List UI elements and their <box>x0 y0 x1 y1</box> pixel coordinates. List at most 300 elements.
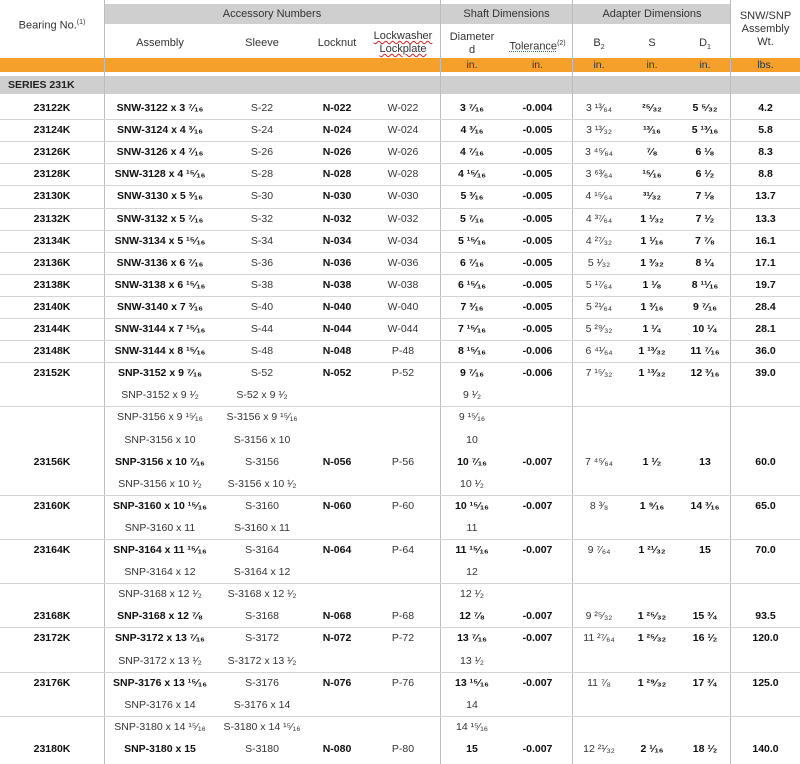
cell-bearing <box>0 384 104 406</box>
cell-weight: 13.7 <box>755 190 776 203</box>
cell-bearing: 23132K <box>33 212 71 225</box>
cell-sleeve: S-3176 <box>245 676 279 689</box>
header-diameter-line2: d <box>468 44 476 56</box>
cell-sleeve: S-38 <box>250 278 274 291</box>
cell-b2: 3 ¹³⁄₃₂ <box>586 124 612 137</box>
cell-assembly: SNP-3176 x 13 ¹⁵⁄₁₆ <box>112 676 207 689</box>
cell-d1: 5 ⁵⁄₃₂ <box>692 102 718 114</box>
cell-diameter: 3 ⁷⁄₁₆ <box>460 102 484 114</box>
cell-s: ¹⁵⁄₁₆ <box>642 168 662 181</box>
header-bearing-no-label: Bearing No. <box>18 19 77 32</box>
cell-b2: 11 ⁷⁄₈ <box>587 676 611 689</box>
cell-bearing: 23180K <box>33 742 71 755</box>
cell-locknut: N-026 <box>322 146 352 159</box>
cell-locknut <box>308 583 366 605</box>
cell-assembly: SNP-3156 x 10 <box>124 433 196 446</box>
cell-tolerance <box>503 406 572 428</box>
cell-bearing: 23172K <box>33 632 71 645</box>
cell-d1 <box>679 473 731 495</box>
cell-washer: W-026 <box>387 146 419 159</box>
cell-weight <box>731 716 800 738</box>
cell-diameter: 7 ³⁄₁₆ <box>460 300 484 313</box>
cell-assembly: SNP-3176 x 14 <box>124 698 196 711</box>
cell-bearing: 23168K <box>33 610 71 623</box>
cell-b2: 5 ²¹⁄₆₄ <box>585 300 613 313</box>
cell-d1: 13 <box>699 455 711 468</box>
cell-sleeve: S-36 <box>250 256 274 269</box>
header-adapter-dimensions: Adapter Dimensions <box>573 4 731 24</box>
cell-assembly: SNW-3140 x 7 ³⁄₁₆ <box>117 300 203 313</box>
cell-locknut <box>308 384 366 406</box>
cell-sleeve: S-52 x 9 ¹⁄₂ <box>236 389 288 402</box>
cell-diameter: 10 ¹⁄₂ <box>460 477 484 490</box>
cell-weight: 4.2 <box>758 102 773 114</box>
cell-washer: W-030 <box>387 190 419 203</box>
cell-d1: 11 ⁷⁄₁₆ <box>690 345 720 358</box>
cell-assembly: SNW-3136 x 6 ⁷⁄₁₆ <box>116 256 204 269</box>
cell-s <box>625 429 679 451</box>
cell-tolerance: -0.005 <box>522 212 553 225</box>
cell-diameter: 12 ⁷⁄₈ <box>459 610 485 623</box>
header-d1 <box>679 37 731 54</box>
cell-bearing <box>0 694 104 716</box>
cell-washer <box>366 716 440 738</box>
cell-locknut: N-080 <box>322 742 352 755</box>
cell-bearing <box>0 406 104 428</box>
cell-b2: 5 ¹⁄₃₂ <box>587 256 611 269</box>
cell-s: 1 ⁹⁄₁₆ <box>639 499 665 512</box>
cell-assembly: SNP-3180 x 14 ¹⁵⁄₁₆ <box>114 720 206 733</box>
cell-d1 <box>679 429 731 451</box>
header-bearing-no <box>0 16 104 33</box>
cell-bearing: 23138K <box>33 278 71 291</box>
cell-assembly: SNW-3124 x 4 ³⁄₁₆ <box>117 124 203 137</box>
cell-washer <box>366 583 440 605</box>
cell-tolerance: -0.007 <box>522 632 553 645</box>
cell-b2: 7 ⁴⁵⁄₆₄ <box>585 455 613 468</box>
cell-bearing <box>0 473 104 495</box>
cell-diameter: 12 ¹⁄₂ <box>460 588 484 601</box>
header-lockwasher-line1: Lockwasher <box>373 30 433 42</box>
cell-s <box>625 473 679 495</box>
cell-b2: 4 ¹⁵⁄₆₄ <box>585 190 613 203</box>
header-diameter-line1: Diameter <box>449 31 495 43</box>
cell-bearing: 23164K <box>33 544 71 556</box>
cell-locknut: N-056 <box>322 455 352 468</box>
cell-assembly: SNP-3168 x 12 ¹⁄₂ <box>118 588 202 601</box>
cell-tolerance: -0.005 <box>522 256 553 269</box>
cell-weight <box>731 473 800 495</box>
cell-washer <box>366 561 440 583</box>
cell-locknut: N-072 <box>322 632 352 645</box>
cell-b2: 8 ³⁄₈ <box>589 499 609 512</box>
cell-diameter: 5 ⁷⁄₁₆ <box>460 212 484 225</box>
cell-weight: 36.0 <box>755 345 776 358</box>
header-weight-line1: SNW/SNP <box>739 10 792 22</box>
cell-diameter: 13 ⁷⁄₁₆ <box>457 632 487 645</box>
cell-bearing: 23134K <box>33 234 71 247</box>
cell-bearing <box>0 429 104 451</box>
cell-d1 <box>679 384 731 406</box>
cell-locknut <box>308 473 366 495</box>
cell-b2: 5 ¹⁷⁄₆₄ <box>585 278 613 291</box>
cell-assembly: SNP-3160 x 11 <box>124 521 196 534</box>
cell-diameter: 4 ¹⁵⁄₁₆ <box>457 168 487 181</box>
header-weight-line2: Assembly <box>741 23 790 35</box>
cell-s: 1 ²¹⁄₃₂ <box>638 544 666 556</box>
cell-sleeve: S-3156 x 10 <box>233 433 291 446</box>
cell-locknut: N-068 <box>322 610 352 623</box>
cell-washer: W-044 <box>387 323 419 335</box>
cell-s: 1 ²⁵⁄₃₂ <box>637 632 667 645</box>
cell-washer: P-76 <box>391 676 415 689</box>
cell-washer: W-028 <box>387 168 419 181</box>
cell-washer: W-036 <box>387 256 419 269</box>
cell-sleeve: S-32 <box>250 212 274 225</box>
cell-tolerance: -0.005 <box>522 190 553 203</box>
cell-weight: 65.0 <box>755 499 776 512</box>
cell-tolerance: -0.007 <box>522 499 553 512</box>
header-tolerance-label: Tolerance <box>509 40 558 53</box>
cell-locknut <box>308 406 366 428</box>
cell-diameter: 10 <box>466 433 478 446</box>
cell-b2: 3 ⁴⁵⁄₆₄ <box>585 146 613 159</box>
cell-weight: 8.8 <box>758 168 773 181</box>
cell-weight <box>731 583 800 605</box>
cell-washer <box>366 429 440 451</box>
cell-d1: 5 ¹³⁄₁₆ <box>691 124 719 137</box>
cell-s <box>625 716 679 738</box>
cell-sleeve: S-3176 x 14 <box>233 698 291 711</box>
cell-tolerance: -0.007 <box>522 455 553 468</box>
cell-sleeve: S-52 <box>250 367 274 380</box>
cell-b2: 9 ⁷⁄₆₄ <box>587 544 611 556</box>
cell-s <box>625 694 679 716</box>
cell-locknut: N-028 <box>322 168 352 181</box>
cell-weight: 140.0 <box>752 742 779 755</box>
cell-washer <box>366 406 440 428</box>
cell-weight: 125.0 <box>752 676 779 689</box>
unit-s: in. <box>646 59 658 71</box>
cell-locknut: N-034 <box>322 234 352 247</box>
header-tolerance-sup: (2) <box>557 40 566 47</box>
cell-b2 <box>573 694 625 716</box>
cell-washer <box>366 517 440 539</box>
cell-assembly: SNW-3128 x 4 ¹⁵⁄₁₆ <box>114 168 206 181</box>
cell-b2: 9 ²⁵⁄₃₂ <box>585 610 613 623</box>
cell-d1: 7 ¹⁄₈ <box>695 190 715 203</box>
header-sleeve: Sleeve <box>245 37 279 49</box>
cell-weight: 28.4 <box>755 300 776 313</box>
header-d1-label: D <box>699 37 708 49</box>
cell-tolerance <box>503 716 572 738</box>
cell-s: 1 ³⁄₁₆ <box>640 300 664 313</box>
cell-b2 <box>573 517 625 539</box>
cell-diameter: 11 ¹⁵⁄₁₆ <box>455 544 489 556</box>
cell-diameter: 9 ¹⁄₂ <box>462 389 482 402</box>
cell-washer: P-80 <box>391 742 415 755</box>
cell-sleeve: S-44 <box>250 323 274 335</box>
cell-locknut: N-036 <box>322 256 352 269</box>
cell-b2: 4 ³⁷⁄₆₄ <box>585 212 613 225</box>
cell-diameter: 9 ⁷⁄₁₆ <box>460 367 484 380</box>
cell-b2 <box>573 429 625 451</box>
cell-assembly: SNW-3122 x 3 ⁷⁄₁₆ <box>116 102 204 114</box>
cell-s: 1 ²⁵⁄₃₂ <box>637 610 667 623</box>
header-tolerance <box>503 37 572 54</box>
cell-d1: 16 ¹⁄₂ <box>692 632 718 645</box>
cell-sleeve: S-24 <box>250 124 274 137</box>
cell-locknut: N-076 <box>322 676 352 689</box>
cell-sleeve: S-3172 x 13 ¹⁄₂ <box>227 654 297 667</box>
header-b2 <box>573 37 625 54</box>
cell-assembly: SNW-3134 x 5 ¹⁵⁄₁₆ <box>114 234 206 247</box>
cell-locknut: N-052 <box>322 367 352 380</box>
header-locknut: Locknut <box>317 37 357 49</box>
cell-assembly: SNP-3156 x 10 ⁷⁄₁₆ <box>115 455 205 468</box>
cell-bearing: 23140K <box>33 300 71 313</box>
cell-b2: 7 ¹⁵⁄₃₂ <box>585 367 613 380</box>
cell-bearing: 23176K <box>33 676 71 689</box>
cell-diameter: 9 ¹⁵⁄₁₆ <box>458 411 486 424</box>
cell-assembly: SNW-3126 x 4 ⁷⁄₁₆ <box>116 146 204 159</box>
cell-assembly: SNW-3138 x 6 ¹⁵⁄₁₆ <box>114 278 206 291</box>
cell-weight: 70.0 <box>755 544 776 556</box>
cell-assembly: SNP-3156 x 9 ¹⁵⁄₁₆ <box>117 411 203 424</box>
cell-b2: 5 ²⁹⁄₃₂ <box>585 323 613 335</box>
cell-s: 1 ³⁄₃₂ <box>640 256 664 269</box>
cell-tolerance: -0.005 <box>522 168 553 181</box>
cell-locknut <box>308 429 366 451</box>
cell-weight: 60.0 <box>755 455 776 468</box>
cell-diameter: 6 ¹⁵⁄₁₆ <box>457 278 487 291</box>
cell-d1: 7 ⁷⁄₈ <box>695 234 715 247</box>
header-s: S <box>648 37 656 49</box>
cell-d1: 8 ¹¹⁄₁₆ <box>691 278 719 291</box>
cell-diameter: 10 ¹⁵⁄₁₆ <box>455 499 489 512</box>
cell-sleeve: S-3180 x 14 ¹⁵⁄₁₆ <box>223 720 301 733</box>
cell-weight: 16.1 <box>755 234 776 247</box>
cell-weight: 17.1 <box>755 256 776 269</box>
cell-locknut: N-022 <box>322 102 352 114</box>
cell-bearing <box>0 716 104 738</box>
cell-bearing: 23128K <box>33 168 71 181</box>
cell-weight <box>731 429 800 451</box>
cell-s <box>625 650 679 672</box>
cell-bearing: 23136K <box>33 256 71 269</box>
cell-b2: 3 ⁶³⁄₆₄ <box>585 168 613 181</box>
cell-d1 <box>679 650 731 672</box>
cell-s: ⁷⁄₈ <box>646 146 658 159</box>
cell-bearing <box>0 517 104 539</box>
cell-diameter: 12 <box>466 566 478 579</box>
cell-bearing: 23148K <box>33 345 71 358</box>
cell-locknut: N-060 <box>322 499 352 512</box>
cell-locknut: N-048 <box>322 345 352 358</box>
cell-tolerance: -0.005 <box>522 146 553 159</box>
cell-s: ³¹⁄₃₂ <box>642 190 662 203</box>
cell-b2 <box>573 650 625 672</box>
cell-diameter: 10 ⁷⁄₁₆ <box>457 455 487 468</box>
cell-d1: 8 ¹⁄₄ <box>695 256 715 269</box>
cell-tolerance: -0.007 <box>522 676 553 689</box>
cell-locknut <box>308 694 366 716</box>
cell-bearing: 23130K <box>33 190 71 203</box>
cell-weight: 8.3 <box>758 146 773 159</box>
header-accessory-numbers: Accessory Numbers <box>104 4 440 24</box>
cell-weight: 28.1 <box>755 323 776 335</box>
cell-washer: W-034 <box>387 234 419 247</box>
cell-weight <box>731 694 800 716</box>
cell-bearing: 23144K <box>33 323 71 335</box>
cell-locknut: N-030 <box>322 190 352 203</box>
cell-locknut <box>308 561 366 583</box>
header-shaft-dimensions: Shaft Dimensions <box>441 4 572 24</box>
cell-tolerance: -0.005 <box>522 300 553 313</box>
cell-washer: W-032 <box>387 212 419 225</box>
cell-assembly: SNP-3160 x 10 ¹⁵⁄₁₆ <box>112 499 207 512</box>
cell-d1: 9 ⁷⁄₁₆ <box>693 300 717 313</box>
cell-weight <box>731 406 800 428</box>
cell-weight <box>731 384 800 406</box>
cell-washer <box>366 650 440 672</box>
cell-tolerance: -0.007 <box>522 544 553 556</box>
cell-tolerance <box>503 650 572 672</box>
cell-b2 <box>573 716 625 738</box>
cell-washer: W-024 <box>387 124 419 137</box>
cell-washer: P-64 <box>391 544 415 556</box>
cell-washer: P-52 <box>391 367 415 380</box>
cell-assembly: SNP-3152 x 9 ¹⁄₂ <box>121 389 199 402</box>
cell-tolerance: -0.006 <box>522 345 553 358</box>
cell-locknut <box>308 650 366 672</box>
cell-tolerance: -0.006 <box>522 367 553 380</box>
cell-bearing: 23160K <box>33 499 71 512</box>
unit-d1: in. <box>699 59 711 71</box>
cell-sleeve: S-48 <box>250 345 274 358</box>
cell-assembly: SNW-3144 x 7 ¹⁵⁄₁₆ <box>114 323 206 335</box>
cell-d1: 17 ³⁄₄ <box>692 676 718 689</box>
cell-s <box>625 406 679 428</box>
cell-sleeve: S-3168 <box>245 610 279 623</box>
cell-b2 <box>573 406 625 428</box>
cell-washer: P-72 <box>391 632 415 645</box>
cell-locknut: N-064 <box>322 544 352 556</box>
cell-washer: W-038 <box>387 278 419 291</box>
cell-sleeve: S-3160 <box>245 499 279 512</box>
cell-tolerance: -0.007 <box>522 742 553 755</box>
cell-tolerance <box>503 473 572 495</box>
cell-weight: 120.0 <box>752 632 779 645</box>
cell-assembly: SNP-3156 x 10 ¹⁄₂ <box>118 477 202 490</box>
cell-weight: 13.3 <box>755 212 776 225</box>
cell-tolerance: -0.005 <box>522 278 553 291</box>
cell-washer: W-022 <box>387 102 419 114</box>
cell-assembly: SNP-3152 x 9 ⁷⁄₁₆ <box>117 367 203 380</box>
header-bearing-no-sup: (1) <box>76 19 86 26</box>
header-weight-line3: Wt. <box>757 36 774 48</box>
cell-tolerance: -0.004 <box>522 102 553 114</box>
cell-bearing: 23156K <box>33 455 71 468</box>
cell-sleeve: S-3164 x 12 <box>233 566 291 579</box>
cell-diameter: 4 ³⁄₁₆ <box>460 124 484 137</box>
cell-tolerance <box>503 429 572 451</box>
cell-tolerance <box>503 561 572 583</box>
cell-bearing: 23122K <box>33 102 71 114</box>
cell-s: ¹³⁄₁₆ <box>643 124 661 137</box>
cell-bearing <box>0 583 104 605</box>
cell-locknut <box>308 517 366 539</box>
header-diameter <box>441 31 503 57</box>
cell-b2: 6 ⁴¹⁄₆₄ <box>585 345 613 358</box>
cell-sleeve: S-22 <box>250 102 274 114</box>
cell-washer <box>366 694 440 716</box>
header-b2-label: B <box>593 37 601 49</box>
cell-washer: P-68 <box>391 610 415 623</box>
cell-s <box>625 561 679 583</box>
cell-sleeve: S-26 <box>250 146 274 159</box>
cell-washer <box>366 384 440 406</box>
cell-assembly: SNP-3164 x 12 <box>124 566 196 579</box>
cell-d1 <box>679 716 731 738</box>
cell-diameter: 7 ¹⁵⁄₁₆ <box>457 323 487 335</box>
cell-sleeve: S-40 <box>250 300 274 313</box>
cell-sleeve: S-34 <box>250 234 274 247</box>
cell-washer: P-48 <box>391 345 415 358</box>
series-row <box>0 76 800 94</box>
cell-locknut: N-032 <box>322 212 352 225</box>
cell-weight: 19.7 <box>755 278 776 291</box>
header-b2-sub: 2 <box>600 44 605 52</box>
cell-tolerance <box>503 384 572 406</box>
cell-b2 <box>573 384 625 406</box>
cell-diameter: 14 ¹⁵⁄₁₆ <box>456 720 488 733</box>
cell-sleeve: S-28 <box>250 168 274 181</box>
cell-sleeve: S-3180 <box>245 742 279 755</box>
cell-weight <box>731 561 800 583</box>
cell-d1: 6 ¹⁄₈ <box>695 146 715 159</box>
unit-b2: in. <box>593 59 605 71</box>
cell-b2: 11 ²⁷⁄₆₄ <box>583 632 615 645</box>
cell-weight: 39.0 <box>755 367 776 380</box>
cell-bearing: 23152K <box>33 367 71 380</box>
cell-b2 <box>573 561 625 583</box>
cell-tolerance: -0.007 <box>522 610 553 623</box>
header-assembly: Assembly <box>136 37 184 49</box>
cell-locknut: N-024 <box>322 124 352 137</box>
cell-weight <box>731 517 800 539</box>
cell-d1 <box>679 583 731 605</box>
cell-s <box>625 517 679 539</box>
cell-s: 1 ¹⁄₄ <box>642 323 662 335</box>
cell-locknut: N-040 <box>322 300 352 313</box>
cell-diameter: 11 <box>466 521 478 534</box>
cell-diameter: 4 ⁷⁄₁₆ <box>460 146 484 159</box>
cell-bearing <box>0 561 104 583</box>
cell-s: 1 ¹³⁄₃₂ <box>638 345 666 358</box>
cell-assembly: SNP-3172 x 13 ⁷⁄₁₆ <box>115 632 205 645</box>
cell-washer: W-040 <box>387 300 419 313</box>
header-weight <box>731 10 800 49</box>
cell-sleeve: S-3156 <box>245 455 279 468</box>
cell-s: 1 ¹³⁄₃₂ <box>638 367 666 380</box>
cell-d1 <box>679 561 731 583</box>
cell-s: ²⁵⁄₃₂ <box>642 102 662 114</box>
cell-sleeve: S-3164 <box>245 544 279 556</box>
header-d1-sub: 1 <box>707 44 711 52</box>
cell-locknut: N-038 <box>322 278 352 291</box>
cell-d1: 14 ³⁄₁₆ <box>690 499 720 512</box>
